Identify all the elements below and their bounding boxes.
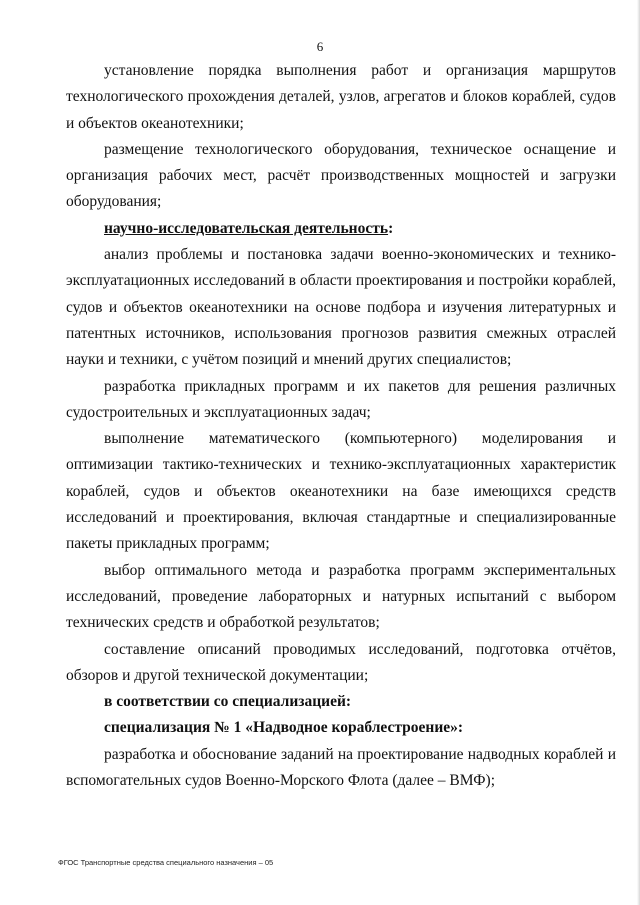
paragraph-design-tasks: разработка и обоснование заданий на проектирование надводных кораблей и вспомогательных судов Военно-Морского Флота (далее – ВМФ);: [66, 745, 616, 790]
document-body: [66, 58, 616, 794]
paragraph-applied-programs: разработка прикладных программ и их пакетов для решения различных судостроительных и эксплуатационных задач;: [66, 377, 616, 421]
paragraph-route-organization: установление порядка выполнения работ и организация маршрутов технологического прохождения деталей, узлов, агрегатов и блоков кораблей, судов и объектов океанотехники;: [66, 62, 616, 132]
footer-standard-name: ФГОС Транспортные средства специального назначения – 05: [58, 858, 274, 867]
section-heading-research-colon: :: [388, 219, 394, 237]
heading-specialization-1: специализация № 1 «Надводное кораблестроение»:: [104, 719, 464, 737]
paragraph-documentation: составление описаний проводимых исследований, подготовка отчётов, обзоров и другой технической документации;: [66, 640, 616, 684]
heading-specialization: в соответствии со специализацией:: [104, 693, 352, 711]
section-heading-research-label: научно-исследовательская деятельность: [104, 219, 389, 237]
paragraph-modeling: выполнение математического (компьютерного) моделирования и оптимизации тактико-технических и технико-эксплуатационных характеристик кораблей, судов и объектов океанотехники на базе имеющихся средств исследований и проектирования, включая стандартные и специализированные пакеты прикладных программ;: [66, 430, 616, 553]
section-heading-research: [66, 216, 616, 242]
page-number: 6: [316, 39, 324, 54]
paragraph-equipment-placement: размещение технологического оборудования, техническое оснащение и организация рабочих мест, расчёт производственных мощностей и загрузки оборудования;: [66, 140, 616, 211]
paragraph-problem-analysis: анализ проблемы и постановка задачи военно-экономических и технико-эксплуатационных исследований в области проектирования и постройки кораблей, судов и объектов океанотехники на основе подбора и изучения литературных и патентных источников, использования прогнозов развития смежных отраслей науки и техники, с учётом позиций и мнений других специалистов;: [66, 246, 616, 369]
paragraph-method-selection: выбор оптимального метода и разработка программ экспериментальных исследований, проведение лабораторных и натурных испытаний с выбором технических средств и обработкой результатов;: [66, 561, 616, 632]
